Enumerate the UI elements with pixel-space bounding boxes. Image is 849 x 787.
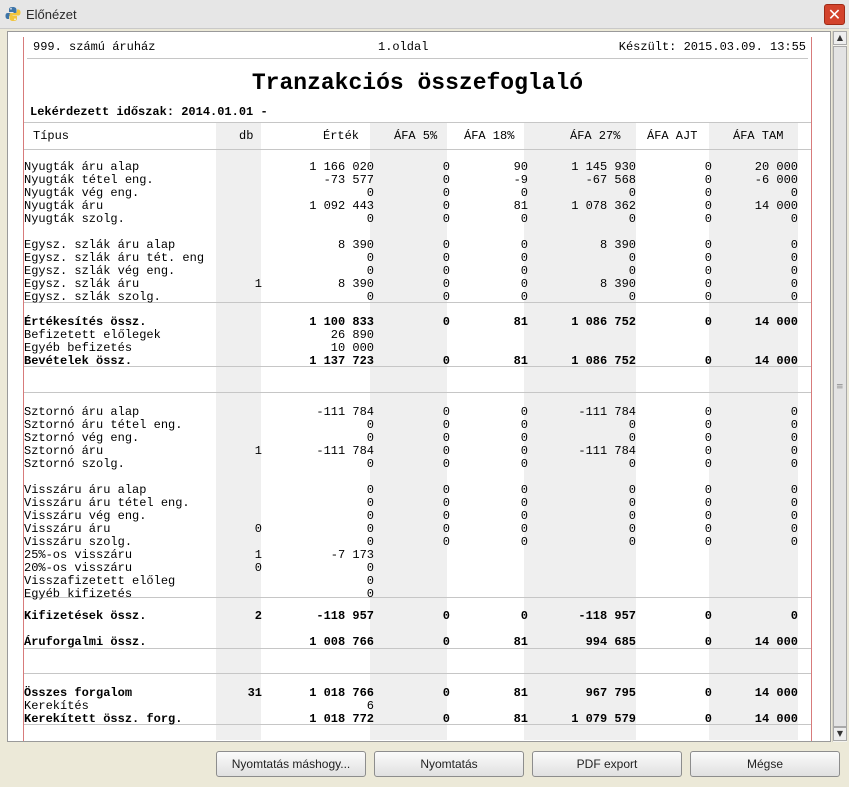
row-30-tam: 14 000: [754, 686, 798, 700]
python-app-icon: [5, 6, 21, 22]
row-32-tam: 14 000: [754, 712, 798, 726]
row-3-label: Nyugták áru: [24, 199, 104, 213]
row-9-a18: 0: [520, 290, 528, 304]
row-6-ertek: 0: [366, 251, 374, 265]
row-19-a18: 0: [520, 483, 528, 497]
row-6-ajt: 0: [704, 251, 712, 265]
col-header-afa5: ÁFA 5%: [394, 129, 438, 143]
row-15-ertek: 0: [366, 418, 374, 432]
row-20-ertek: 0: [366, 496, 374, 510]
col-header-ertek: Érték: [323, 129, 360, 143]
row-32-label: Kerekített össz. forg.: [24, 712, 183, 726]
row-14-a5: 0: [442, 405, 450, 419]
row-6-a18: 0: [520, 251, 528, 265]
row-3-ertek: 1 092 443: [309, 199, 374, 213]
row-28-a5: 0: [442, 609, 450, 623]
row-12-ertek: 10 000: [330, 341, 374, 355]
query-period: Lekérdezett időszak: 2014.01.01 -: [30, 105, 268, 119]
row-19-label: Visszáru áru alap: [24, 483, 147, 497]
row-8-db: 1: [254, 277, 262, 291]
row-13-a18: 81: [513, 354, 528, 368]
row-30-a5: 0: [442, 686, 450, 700]
preview-viewport[interactable]: [7, 31, 831, 742]
row-29-a18: 81: [513, 635, 528, 649]
row-19-a27: 0: [628, 483, 636, 497]
row-30-a27: 967 795: [585, 686, 636, 700]
scroll-down-arrow-icon[interactable]: ▼: [833, 727, 847, 741]
row-1-label: Nyugták tétel eng.: [24, 173, 154, 187]
row-1-ertek: -73 577: [323, 173, 374, 187]
row-15-a5: 0: [442, 418, 450, 432]
row-10-label: Értékesítés össz.: [24, 315, 147, 329]
row-3-a27: 1 078 362: [571, 199, 636, 213]
row-10-a27: 1 086 752: [571, 315, 636, 329]
row-29-tam: 14 000: [754, 635, 798, 649]
row-12-label: Egyéb befizetés: [24, 341, 133, 355]
row-19-ajt: 0: [704, 483, 712, 497]
row-23-tam: 0: [790, 535, 798, 549]
row-5-a27: 8 390: [599, 238, 636, 252]
row-9-ajt: 0: [704, 290, 712, 304]
row-22-tam: 0: [790, 522, 798, 536]
row-10-ertek: 1 100 833: [309, 315, 374, 329]
row-8-tam: 0: [790, 277, 798, 291]
row-32-ertek: 1 018 772: [309, 712, 374, 726]
row-13-ajt: 0: [704, 354, 712, 368]
row-7-a27: 0: [628, 264, 636, 278]
row-15-ajt: 0: [704, 418, 712, 432]
row-20-a18: 0: [520, 496, 528, 510]
row-8-a27: 8 390: [599, 277, 636, 291]
row-29-label: Áruforgalmi össz.: [24, 635, 147, 649]
row-1-a5: 0: [442, 173, 450, 187]
row-21-a18: 0: [520, 509, 528, 523]
row-18-tam: 0: [790, 457, 798, 471]
row-2-label: Nyugták vég eng.: [24, 186, 140, 200]
row-9-label: Egysz. szlák szolg.: [24, 290, 161, 304]
row-1-tam: -6 000: [754, 173, 798, 187]
row-17-a27: -111 784: [578, 444, 636, 458]
row-21-a27: 0: [628, 509, 636, 523]
row-2-ajt: 0: [704, 186, 712, 200]
row-8-label: Egysz. szlák áru: [24, 277, 140, 291]
row-29-ertek: 1 008 766: [309, 635, 374, 649]
row-17-a18: 0: [520, 444, 528, 458]
col-header-afaajt: ÁFA AJT: [647, 129, 698, 143]
row-6-label: Egysz. szlák áru tét. eng: [24, 251, 205, 265]
row-7-label: Egysz. szlák vég eng.: [24, 264, 176, 278]
row-15-a27: 0: [628, 418, 636, 432]
row-0-a5: 0: [442, 160, 450, 174]
pdf-export-button[interactable]: PDF export: [532, 751, 682, 777]
row-7-a18: 0: [520, 264, 528, 278]
row-22-ajt: 0: [704, 522, 712, 536]
row-22-label: Visszáru áru: [24, 522, 111, 536]
divider-storno-start: [24, 392, 811, 393]
row-20-a5: 0: [442, 496, 450, 510]
col-header-db: db: [239, 129, 254, 143]
row-6-a27: 0: [628, 251, 636, 265]
row-3-ajt: 0: [704, 199, 712, 213]
row-6-tam: 0: [790, 251, 798, 265]
title-bar: [0, 0, 849, 29]
row-0-ajt: 0: [704, 160, 712, 174]
row-21-label: Visszáru vég eng.: [24, 509, 147, 523]
row-4-ajt: 0: [704, 212, 712, 226]
row-21-ertek: 0: [366, 509, 374, 523]
row-0-a27: 1 145 930: [571, 160, 636, 174]
row-16-a18: 0: [520, 431, 528, 445]
row-28-label: Kifizetések össz.: [24, 609, 147, 623]
row-9-tam: 0: [790, 290, 798, 304]
created-timestamp: Készült: 2015.03.09. 13:55: [618, 40, 806, 54]
row-30-ertek: 1 018 766: [309, 686, 374, 700]
row-22-a18: 0: [520, 522, 528, 536]
row-22-ertek: 0: [366, 522, 374, 536]
row-17-ajt: 0: [704, 444, 712, 458]
row-16-ertek: 0: [366, 431, 374, 445]
row-7-a5: 0: [442, 264, 450, 278]
row-17-tam: 0: [790, 444, 798, 458]
row-13-label: Bevételek össz.: [24, 354, 133, 368]
row-4-a5: 0: [442, 212, 450, 226]
row-3-tam: 14 000: [754, 199, 798, 213]
row-14-label: Sztornó áru alap: [24, 405, 140, 419]
row-14-a27: -111 784: [578, 405, 636, 419]
row-0-a18: 90: [513, 160, 528, 174]
row-5-a5: 0: [442, 238, 450, 252]
row-4-tam: 0: [790, 212, 798, 226]
page-number: 1.oldal: [378, 40, 429, 54]
row-15-label: Sztornó áru tétel eng.: [24, 418, 183, 432]
row-24-db: 1: [254, 548, 262, 562]
row-18-ertek: 0: [366, 457, 374, 471]
row-1-a18: -9: [513, 173, 528, 187]
row-30-a18: 81: [513, 686, 528, 700]
print-other-button[interactable]: Nyomtatás máshogy...: [216, 751, 366, 777]
row-10-tam: 14 000: [754, 315, 798, 329]
row-15-a18: 0: [520, 418, 528, 432]
row-23-a18: 0: [520, 535, 528, 549]
row-7-ertek: 0: [366, 264, 374, 278]
row-0-tam: 20 000: [754, 160, 798, 174]
row-28-a27: -118 957: [578, 609, 636, 623]
row-11-ertek: 26 890: [330, 328, 374, 342]
row-21-ajt: 0: [704, 509, 712, 523]
row-13-ertek: 1 137 723: [309, 354, 374, 368]
row-16-ajt: 0: [704, 431, 712, 445]
row-16-a5: 0: [442, 431, 450, 445]
row-9-a5: 0: [442, 290, 450, 304]
row-25-label: 20%-os visszáru: [24, 561, 133, 575]
row-2-ertek: 0: [366, 186, 374, 200]
row-29-ajt: 0: [704, 635, 712, 649]
row-24-ertek: -7 173: [330, 548, 374, 562]
report-page: [23, 37, 812, 742]
row-20-label: Visszáru áru tétel eng.: [24, 496, 190, 510]
row-1-a27: -67 568: [585, 173, 636, 187]
row-18-ajt: 0: [704, 457, 712, 471]
row-32-a5: 0: [442, 712, 450, 726]
row-8-ajt: 0: [704, 277, 712, 291]
row-26-label: Visszafizetett előleg: [24, 574, 176, 588]
row-0-label: Nyugták áru alap: [24, 160, 140, 174]
row-20-a27: 0: [628, 496, 636, 510]
row-18-a27: 0: [628, 457, 636, 471]
row-6-a5: 0: [442, 251, 450, 265]
row-4-a27: 0: [628, 212, 636, 226]
row-19-a5: 0: [442, 483, 450, 497]
row-24-label: 25%-os visszáru: [24, 548, 133, 562]
row-23-ajt: 0: [704, 535, 712, 549]
row-22-db: 0: [254, 522, 262, 536]
row-16-a27: 0: [628, 431, 636, 445]
row-21-tam: 0: [790, 509, 798, 523]
row-2-tam: 0: [790, 186, 798, 200]
row-14-ertek: -111 784: [316, 405, 374, 419]
column-header-bottom-line: [24, 149, 811, 150]
row-30-db: 31: [247, 686, 262, 700]
row-10-a18: 81: [513, 315, 528, 329]
col-header-afatam: ÁFA TAM: [733, 129, 784, 143]
row-18-label: Sztornó szolg.: [24, 457, 125, 471]
store-name: 999. számú áruház: [33, 40, 156, 54]
row-32-a27: 1 079 579: [571, 712, 636, 726]
row-13-a5: 0: [442, 354, 450, 368]
row-11-label: Befizetett előlegek: [24, 328, 161, 342]
row-8-a18: 0: [520, 277, 528, 291]
row-14-a18: 0: [520, 405, 528, 419]
row-16-tam: 0: [790, 431, 798, 445]
print-button[interactable]: Nyomtatás: [374, 751, 524, 777]
row-27-ertek: 0: [366, 587, 374, 601]
row-30-label: Összes forgalom: [24, 686, 133, 700]
col-header-afa27: ÁFA 27%: [570, 129, 621, 143]
row-22-a5: 0: [442, 522, 450, 536]
row-14-ajt: 0: [704, 405, 712, 419]
row-7-ajt: 0: [704, 264, 712, 278]
row-23-a5: 0: [442, 535, 450, 549]
report-title: Tranzakciós összefoglaló: [251, 70, 584, 96]
row-1-ajt: 0: [704, 173, 712, 187]
row-23-label: Visszáru szolg.: [24, 535, 133, 549]
row-9-ertek: 0: [366, 290, 374, 304]
row-31-ertek: 6: [366, 699, 374, 713]
row-31-label: Kerekítés: [24, 699, 89, 713]
row-4-ertek: 0: [366, 212, 374, 226]
row-3-a5: 0: [442, 199, 450, 213]
row-28-tam: 0: [790, 609, 798, 623]
row-3-a18: 81: [513, 199, 528, 213]
row-14-tam: 0: [790, 405, 798, 419]
row-28-db: 2: [254, 609, 262, 623]
row-2-a27: 0: [628, 186, 636, 200]
row-15-tam: 0: [790, 418, 798, 432]
divider-total-start: [24, 673, 811, 674]
row-28-ajt: 0: [704, 609, 712, 623]
row-17-a5: 0: [442, 444, 450, 458]
window-title: Előnézet: [26, 7, 77, 22]
row-8-ertek: 8 390: [337, 277, 374, 291]
row-2-a18: 0: [520, 186, 528, 200]
row-27-label: Egyéb kifizetés: [24, 587, 133, 601]
row-28-ertek: -118 957: [316, 609, 374, 623]
col-header-afa18: ÁFA 18%: [464, 129, 515, 143]
row-25-db: 0: [254, 561, 262, 575]
row-32-a18: 81: [513, 712, 528, 726]
row-5-ertek: 8 390: [337, 238, 374, 252]
scrollbar-grip-icon: ≡: [836, 382, 844, 392]
col-header-tipus: Típus: [33, 129, 70, 143]
cancel-button[interactable]: Mégse: [690, 751, 840, 777]
column-header-top-line: [24, 122, 811, 123]
row-10-ajt: 0: [704, 315, 712, 329]
row-18-a5: 0: [442, 457, 450, 471]
row-5-ajt: 0: [704, 238, 712, 252]
header-divider: [27, 58, 808, 59]
row-20-ajt: 0: [704, 496, 712, 510]
row-29-a5: 0: [442, 635, 450, 649]
row-7-tam: 0: [790, 264, 798, 278]
row-23-a27: 0: [628, 535, 636, 549]
row-28-a18: 0: [520, 609, 528, 623]
row-21-a5: 0: [442, 509, 450, 523]
close-button[interactable]: ✕: [824, 4, 845, 25]
row-30-ajt: 0: [704, 686, 712, 700]
row-5-tam: 0: [790, 238, 798, 252]
row-8-a5: 0: [442, 277, 450, 291]
row-5-a18: 0: [520, 238, 528, 252]
row-19-ertek: 0: [366, 483, 374, 497]
scrollbar-thumb[interactable]: [833, 46, 847, 727]
row-10-a5: 0: [442, 315, 450, 329]
row-26-ertek: 0: [366, 574, 374, 588]
row-20-tam: 0: [790, 496, 798, 510]
scroll-up-arrow-icon[interactable]: ▲: [833, 31, 847, 45]
row-17-label: Sztornó áru: [24, 444, 104, 458]
row-23-ertek: 0: [366, 535, 374, 549]
row-9-a27: 0: [628, 290, 636, 304]
row-4-label: Nyugták szolg.: [24, 212, 125, 226]
row-25-ertek: 0: [366, 561, 374, 575]
vertical-scrollbar[interactable]: [832, 31, 847, 742]
row-18-a18: 0: [520, 457, 528, 471]
row-5-label: Egysz. szlák áru alap: [24, 238, 176, 252]
row-13-a27: 1 086 752: [571, 354, 636, 368]
row-2-a5: 0: [442, 186, 450, 200]
row-22-a27: 0: [628, 522, 636, 536]
row-17-db: 1: [254, 444, 262, 458]
row-13-tam: 14 000: [754, 354, 798, 368]
row-29-a27: 994 685: [585, 635, 636, 649]
row-32-ajt: 0: [704, 712, 712, 726]
row-4-a18: 0: [520, 212, 528, 226]
row-17-ertek: -111 784: [316, 444, 374, 458]
row-19-tam: 0: [790, 483, 798, 497]
row-0-ertek: 1 166 020: [309, 160, 374, 174]
row-16-label: Sztornó vég eng.: [24, 431, 140, 445]
